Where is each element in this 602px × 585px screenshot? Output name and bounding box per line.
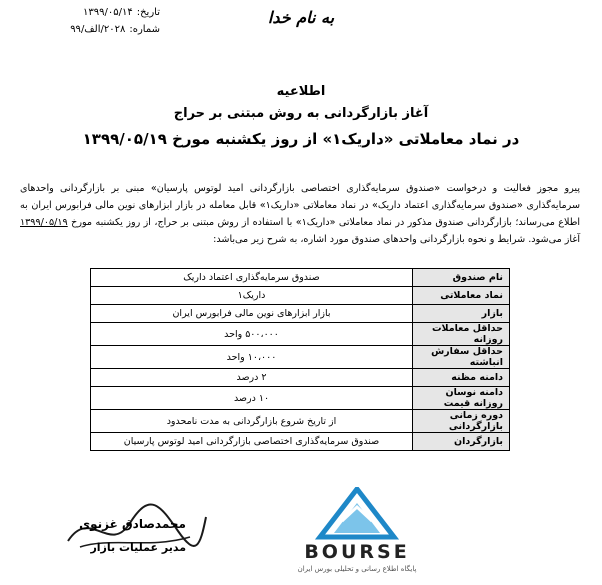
row-value: ۱۰،۰۰۰ واحد	[91, 346, 413, 369]
row-value: بازار ابزارهای نوین مالی فرابورس ایران	[91, 305, 413, 323]
signatory-name: محمدصادق غزنوی	[79, 517, 186, 531]
table-row	[91, 387, 510, 410]
row-label: دامنه مظنه	[413, 369, 510, 387]
notice-title: اطلاعیه	[276, 84, 326, 99]
letter-meta	[10, 4, 160, 38]
row-label: نام صندوق	[413, 269, 510, 287]
row-label: بازارگردان	[413, 433, 510, 451]
row-value: ۲ درصد	[91, 369, 413, 387]
row-label: دوره زمانی بازارگردانی	[413, 410, 510, 433]
table-row	[91, 323, 510, 346]
row-label: نماد معاملاتی	[413, 287, 510, 305]
row-label: بازار	[413, 305, 510, 323]
logo-subtitle: پایگاه اطلاع رسانی و تحلیلی بورس ایران	[297, 565, 417, 573]
row-value: داریک۱	[91, 287, 413, 305]
row-value: ۱۰ درصد	[91, 387, 413, 410]
bismillah-heading: به نام خدا	[267, 8, 335, 27]
number-label: شماره:	[129, 24, 160, 35]
date-value: ۱۳۹۹/۰۵/۱۴	[83, 7, 133, 18]
table-row	[91, 433, 510, 451]
row-label: دامنه نوسان روزانه قیمت	[413, 387, 510, 410]
paragraph-date: ۱۳۹۹/۰۵/۱۹	[20, 217, 68, 228]
row-label: حداقل معاملات روزانه	[413, 323, 510, 346]
paragraph-part-2: آغاز می‌شود. شرایط و نحوه بازارگردانی واحدهای صندوق مورد اشاره، به شرح زیر می‌باشد:	[213, 234, 580, 245]
bourse-logo	[282, 487, 432, 577]
table-row	[91, 305, 510, 323]
paragraph-part-1: پیرو مجوز فعالیت و درخواست «صندوق سرمایه‌گذاری اختصاصی بازارگردانی امید لوتوس پارسیان» مبنی بر بازارگردانی واحدهای سرمایه‌گذاری «صندوق سرمایه‌گذاری اعتماد داریک» در نماد معاملاتی «داریک۱» قابل معامله در بازار ابزارهای نوین مالی فرابورس ایران به اطلاع می‌رساند؛ بازارگردانی صندوق مذکور در نماد معاملاتی «داریک۱» با استفاده از روش مبتنی بر حراج، از روز یکشنبه مورخ	[20, 183, 580, 228]
logo-wordmark: BOURSE	[304, 541, 410, 563]
bourse-mountain-icon	[282, 487, 432, 543]
signatory-title: مدیر عملیات بازار	[90, 541, 186, 554]
table-row	[91, 369, 510, 387]
notice-subtitle: آغاز بازارگردانی به روش مبتنی بر حراج	[173, 106, 429, 121]
row-label: حداقل سفارش انباشته	[413, 346, 510, 369]
signature-block	[50, 497, 220, 567]
number-row	[10, 21, 160, 38]
row-value: از تاریخ شروع بازارگردانی به مدت نامحدود	[91, 410, 413, 433]
table-row	[91, 346, 510, 369]
table-row	[91, 410, 510, 433]
table-row	[91, 269, 510, 287]
notice-symbol-date: در نماد معاملاتی «داریک۱» از روز یکشنبه مورخ ۱۳۹۹/۰۵/۱۹	[82, 130, 520, 148]
body-paragraph	[20, 180, 580, 248]
date-row	[10, 4, 160, 21]
row-value: ۵۰۰،۰۰۰ واحد	[91, 323, 413, 346]
table-row	[91, 287, 510, 305]
date-label: تاریخ:	[136, 7, 160, 18]
row-value: صندوق سرمایه‌گذاری اعتماد داریک	[91, 269, 413, 287]
conditions-table	[90, 268, 510, 451]
row-value: صندوق سرمایه‌گذاری اختصاصی بازارگردانی امید لوتوس پارسیان	[91, 433, 413, 451]
number-value: ۲۰۲۸/الف/۹۹	[70, 24, 126, 35]
